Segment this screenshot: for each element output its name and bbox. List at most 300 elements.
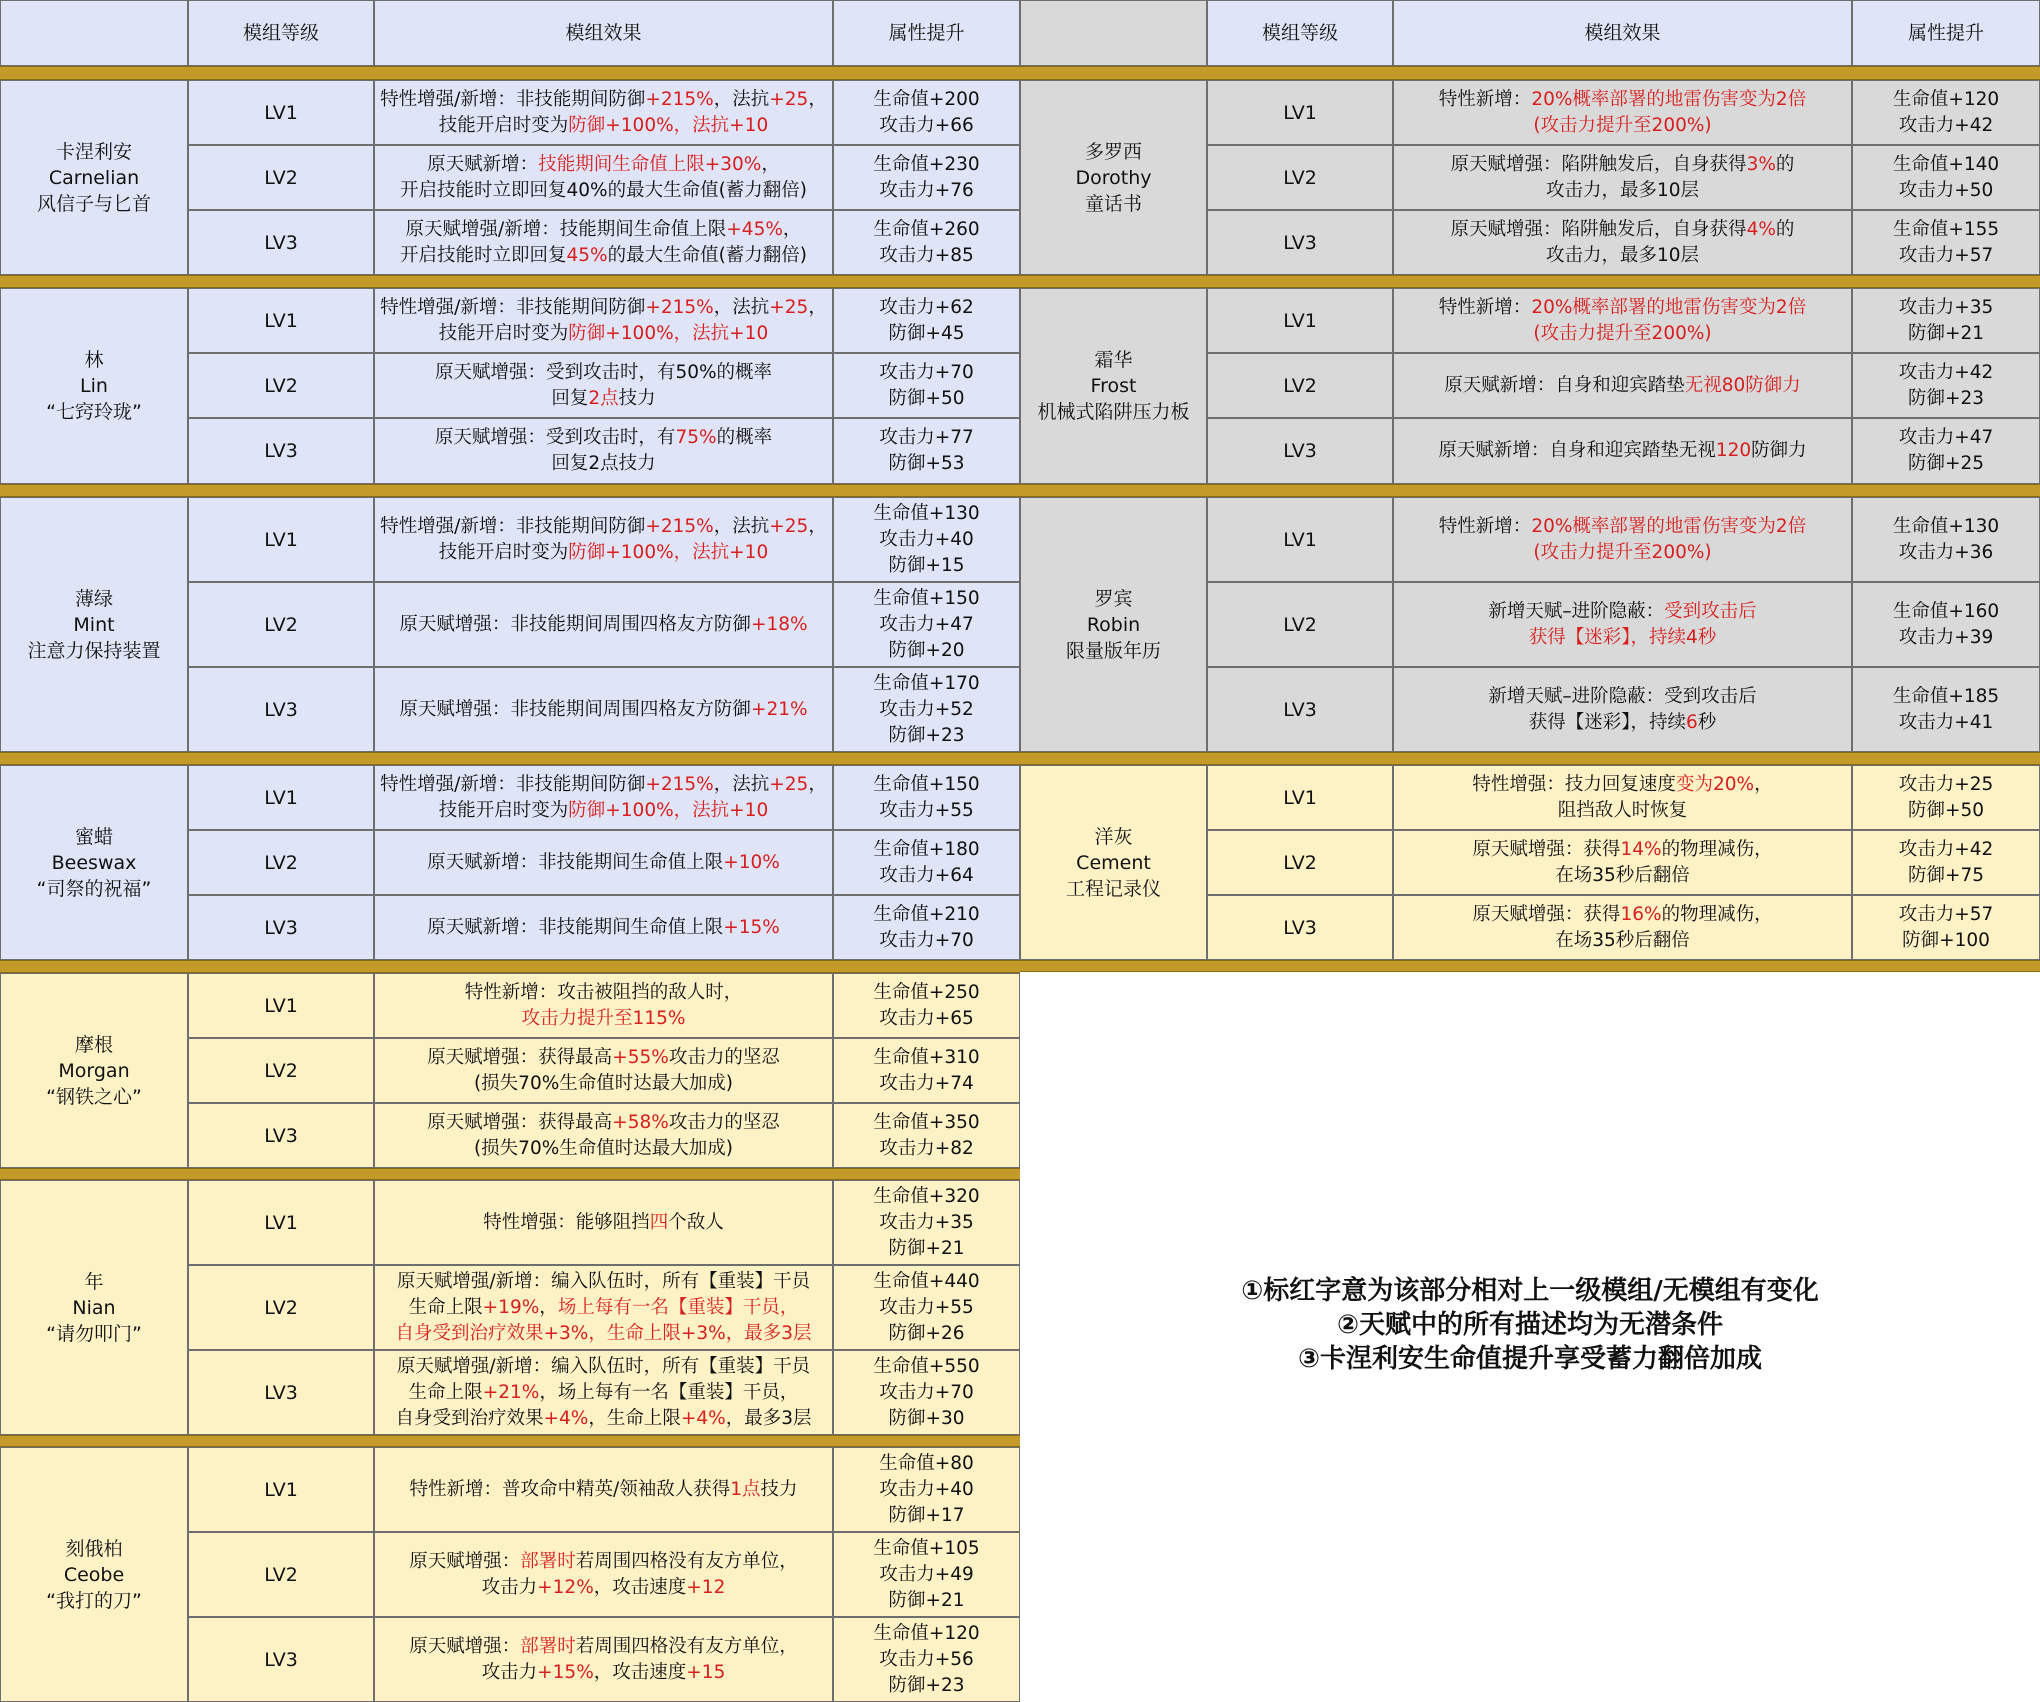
stat-boost-cell bbox=[833, 1180, 1020, 1265]
stat-line bbox=[1893, 599, 1999, 625]
highlighted-text: +12 bbox=[686, 1576, 726, 1598]
module-effect-cell bbox=[374, 210, 833, 275]
effect-line bbox=[409, 1634, 798, 1660]
text-segment: ， bbox=[1754, 773, 1773, 795]
effect-line bbox=[380, 772, 827, 798]
stat-line bbox=[1893, 152, 1999, 178]
text-segment: 防御+20 bbox=[888, 639, 965, 661]
effect-line bbox=[474, 1136, 733, 1162]
operator-name-en: Carnelian bbox=[48, 166, 140, 189]
stat-line bbox=[873, 152, 979, 178]
stat-boost-cell bbox=[833, 895, 1020, 960]
highlighted-text: 2点 bbox=[588, 387, 619, 409]
effect-line bbox=[482, 1575, 726, 1601]
operator-name-cell bbox=[0, 497, 188, 752]
text-segment: ， bbox=[761, 153, 780, 175]
text-segment: 攻击力+64 bbox=[879, 864, 974, 886]
text-segment: 原天赋增强： bbox=[409, 1550, 521, 1572]
stat-line bbox=[873, 586, 979, 612]
text-segment: 开启技能时立即回复 bbox=[399, 244, 567, 266]
text-segment: 攻击力+76 bbox=[879, 179, 974, 201]
text-segment: 自身受到治疗效果 bbox=[395, 1407, 544, 1429]
module-level-cell: LV2 bbox=[188, 145, 374, 210]
operator-name-cell bbox=[0, 80, 188, 275]
module-effect-cell bbox=[1393, 288, 1852, 353]
effect-line bbox=[1533, 540, 1711, 566]
text-segment: 原天赋增强/新增：技能期间生命值上限 bbox=[405, 218, 727, 240]
stat-line bbox=[879, 1380, 974, 1406]
module-level-cell: LV3 bbox=[188, 667, 374, 752]
text-segment: 攻击力，最多10层 bbox=[1545, 244, 1700, 266]
text-segment: 特性新增： bbox=[1438, 88, 1532, 110]
operator-name-cn: 摩根 bbox=[74, 1033, 113, 1056]
operator-name-cell bbox=[0, 1447, 188, 1702]
text-segment: 生命值+140 bbox=[1892, 153, 2000, 175]
operator-name-cn: 刻俄柏 bbox=[65, 1537, 123, 1560]
module-effect-cell bbox=[374, 1350, 833, 1435]
stat-boost-cell bbox=[1852, 210, 2040, 275]
operator-name-en: Mint bbox=[73, 613, 115, 636]
module-name: 工程记录仪 bbox=[1065, 877, 1161, 900]
stat-boost-cell bbox=[1852, 582, 2040, 667]
highlighted-text: +215% bbox=[645, 515, 714, 537]
text-segment: ， bbox=[808, 296, 827, 318]
effect-line bbox=[427, 850, 780, 876]
effect-line bbox=[427, 1110, 780, 1136]
highlighted-text: +215% bbox=[645, 296, 714, 318]
text-segment: 特性新增： bbox=[1438, 515, 1532, 537]
highlighted-text: 14% bbox=[1620, 838, 1662, 860]
stat-line bbox=[1902, 928, 1990, 954]
text-segment: 回复2点技力 bbox=[551, 453, 656, 474]
highlighted-text: 防御+100%，法抗+10 bbox=[568, 541, 769, 563]
module-effect-cell bbox=[1393, 210, 1852, 275]
effect-line bbox=[439, 113, 768, 139]
section-divider bbox=[0, 1168, 1020, 1180]
module-effect-cell bbox=[374, 1447, 833, 1532]
operator-name-en: Lin bbox=[80, 375, 108, 397]
module-level-cell: LV1 bbox=[188, 973, 374, 1038]
stat-line bbox=[879, 1071, 974, 1097]
module-level-cell: LV1 bbox=[188, 497, 374, 582]
operator-name-cn: 洋灰 bbox=[1094, 825, 1133, 848]
text-segment: 的物理减伤， bbox=[1661, 903, 1773, 925]
highlighted-text: +4% bbox=[680, 1407, 726, 1429]
highlighted-text: 20%概率部署的地雷伤害变为2倍 bbox=[1531, 515, 1807, 537]
text-segment: 技能开启时变为 bbox=[438, 541, 569, 563]
text-segment: 生命值+185 bbox=[1892, 685, 2000, 707]
highlighted-text: 防御+100%，法抗+10 bbox=[568, 322, 769, 344]
highlighted-text: +25 bbox=[769, 515, 809, 537]
stat-line bbox=[1899, 710, 1994, 736]
text-segment: 攻击力+35 bbox=[879, 1211, 974, 1233]
stat-line bbox=[873, 837, 979, 863]
stat-boost-cell bbox=[1852, 288, 2040, 353]
text-segment: 防御+75 bbox=[1907, 864, 1985, 886]
module-name: “请勿叩门” bbox=[46, 1322, 142, 1345]
text-segment: 生命值+210 bbox=[873, 903, 980, 925]
stat-line bbox=[879, 360, 974, 386]
stat-boost-cell bbox=[833, 1265, 1020, 1350]
right-header-level: 模组等级 bbox=[1207, 0, 1393, 66]
text-segment: 原天赋增强：获得 bbox=[1472, 838, 1621, 860]
text-segment: 生命值+155 bbox=[1892, 218, 2000, 240]
module-effect-cell bbox=[1393, 353, 1852, 418]
highlighted-text: 3% bbox=[1746, 153, 1776, 175]
text-segment: 在场35秒后翻倍 bbox=[1555, 929, 1690, 951]
effect-line bbox=[1546, 178, 1699, 204]
effect-line bbox=[1472, 902, 1772, 928]
left-header-blank bbox=[0, 0, 188, 66]
legend-note: ②天赋中的所有描述均为无潜条件 bbox=[1336, 1310, 1723, 1340]
stat-boost-cell bbox=[833, 145, 1020, 210]
effect-line bbox=[1546, 243, 1699, 269]
module-level-cell: LV1 bbox=[1207, 497, 1393, 582]
highlighted-text: 16% bbox=[1620, 903, 1662, 925]
highlighted-text: +19% bbox=[482, 1296, 540, 1318]
text-segment: 原天赋增强：非技能期间周围四格友方防御 bbox=[399, 613, 751, 635]
operator-name-cell bbox=[0, 765, 188, 960]
stat-line bbox=[879, 243, 974, 269]
stat-line bbox=[873, 217, 979, 243]
effect-line bbox=[435, 360, 772, 386]
stat-line bbox=[879, 1477, 974, 1503]
effect-line bbox=[1439, 514, 1806, 540]
stat-boost-cell bbox=[833, 1532, 1020, 1617]
highlighted-text: +15% bbox=[723, 916, 780, 938]
legend-note: ③卡涅利安生命值提升享受蓄力翻倍加成 bbox=[1297, 1344, 1762, 1374]
highlighted-text: 45% bbox=[566, 244, 608, 266]
text-segment: 攻击力+77 bbox=[879, 427, 974, 448]
text-segment: 原天赋增强/新增：编入队伍时，所有【重装】干员 bbox=[396, 1270, 811, 1292]
effect-line bbox=[1451, 217, 1795, 243]
text-segment: 特性增强：能够阻挡 bbox=[483, 1211, 650, 1233]
operator-name-cell bbox=[0, 1180, 188, 1435]
text-segment: ， bbox=[808, 515, 827, 537]
text-segment: 攻击力的坚忍 bbox=[668, 1111, 780, 1133]
module-level-cell: LV2 bbox=[188, 1265, 374, 1350]
text-segment: 原天赋增强：获得 bbox=[1472, 903, 1621, 925]
text-segment: 攻击力+70 bbox=[879, 1381, 974, 1403]
stat-line bbox=[873, 1621, 979, 1647]
stat-line bbox=[888, 1321, 964, 1347]
module-effect-cell bbox=[374, 145, 833, 210]
highlighted-text: 受到攻击后 bbox=[1664, 600, 1757, 622]
right-header-effect: 模组效果 bbox=[1393, 0, 1852, 66]
text-segment: 攻击力+55 bbox=[879, 799, 974, 821]
text-segment: ，生命上限 bbox=[588, 1407, 681, 1429]
text-segment: 攻击力+85 bbox=[879, 244, 974, 266]
text-segment: 防御力 bbox=[1751, 440, 1807, 461]
stat-boost-cell bbox=[833, 497, 1020, 582]
text-segment: 生命上限 bbox=[408, 1296, 483, 1318]
text-segment: 生命值+180 bbox=[873, 838, 980, 860]
module-effect-cell bbox=[374, 80, 833, 145]
effect-line bbox=[409, 1549, 798, 1575]
text-segment: ， bbox=[808, 773, 827, 795]
stat-boost-cell bbox=[833, 1350, 1020, 1435]
effect-line bbox=[400, 243, 807, 269]
text-segment: 生命值+130 bbox=[873, 502, 980, 524]
module-level-cell: LV3 bbox=[188, 1617, 374, 1702]
section-divider bbox=[1020, 275, 2040, 288]
stat-line bbox=[879, 1451, 974, 1477]
module-level-cell: LV2 bbox=[188, 1532, 374, 1617]
module-level-cell: LV3 bbox=[1207, 210, 1393, 275]
effect-line bbox=[1439, 87, 1806, 113]
operator-name-cn: 霜华 bbox=[1094, 349, 1133, 371]
module-name: 童话书 bbox=[1084, 192, 1142, 215]
text-segment: 的概率 bbox=[716, 427, 773, 448]
stat-boost-cell bbox=[1852, 497, 2040, 582]
text-segment: 防御+100 bbox=[1902, 929, 1990, 951]
text-segment: 攻击力+55 bbox=[879, 1296, 974, 1318]
text-segment: 攻击力+41 bbox=[1898, 711, 1994, 733]
right-header-stats: 属性提升 bbox=[1852, 0, 2040, 66]
stat-boost-cell bbox=[833, 765, 1020, 830]
module-level-cell: LV1 bbox=[1207, 765, 1393, 830]
effect-line bbox=[1533, 321, 1711, 347]
effect-line bbox=[396, 1321, 812, 1347]
operator-name-cn: 薄绿 bbox=[74, 587, 113, 610]
text-segment: 的物理减伤， bbox=[1661, 838, 1773, 860]
stat-boost-cell bbox=[1852, 80, 2040, 145]
stat-line bbox=[1899, 178, 1994, 204]
stat-line bbox=[873, 902, 979, 928]
text-segment: 技力 bbox=[618, 387, 656, 409]
module-effect-cell bbox=[1393, 418, 1852, 484]
highlighted-text: 攻击力提升至115% bbox=[521, 1007, 686, 1029]
text-segment: 攻击力+39 bbox=[1898, 626, 1994, 648]
text-segment: 特性增强/新增：非技能期间防御 bbox=[380, 515, 646, 537]
stat-line bbox=[879, 798, 974, 824]
module-level-cell: LV1 bbox=[1207, 288, 1393, 353]
text-segment: 攻击力+70 bbox=[879, 361, 974, 383]
stat-boost-cell bbox=[833, 288, 1020, 353]
highlighted-text: 防御+100%，法抗+10 bbox=[568, 114, 769, 136]
left-header-stats: 属性提升 bbox=[833, 0, 1020, 66]
text-segment: ，法抗 bbox=[713, 515, 770, 537]
highlighted-text: +25 bbox=[769, 296, 809, 318]
highlighted-text: 自身受到治疗效果+3%，生命上限+3%，最多3层 bbox=[395, 1322, 812, 1344]
text-segment: 攻击力+66 bbox=[879, 114, 974, 136]
section-divider bbox=[0, 752, 1020, 765]
highlighted-text: 6 bbox=[1685, 711, 1698, 733]
text-segment: 若周围四格没有友方单位， bbox=[575, 1550, 798, 1572]
stat-line bbox=[1908, 863, 1984, 889]
stat-line bbox=[873, 671, 979, 697]
module-effect-cell bbox=[374, 497, 833, 582]
left-header-level: 模组等级 bbox=[188, 0, 374, 66]
stat-line bbox=[1908, 798, 1984, 824]
text-segment: 防御+45 bbox=[888, 322, 965, 344]
text-segment: 生命值+130 bbox=[1892, 515, 2000, 537]
module-effect-cell bbox=[1393, 765, 1852, 830]
module-level-cell: LV3 bbox=[188, 418, 374, 484]
module-effect-cell bbox=[1393, 497, 1852, 582]
operator-name-cn: 多罗西 bbox=[1084, 140, 1142, 163]
text-segment: 生命值+150 bbox=[873, 587, 980, 609]
stat-line bbox=[1899, 837, 1994, 863]
module-level-cell: LV2 bbox=[1207, 353, 1393, 418]
text-segment: 防御+23 bbox=[1907, 387, 1985, 409]
effect-line bbox=[551, 451, 655, 477]
stat-line bbox=[873, 1536, 979, 1562]
text-segment: 原天赋增强：陷阱触发后，自身获得 bbox=[1450, 218, 1747, 240]
effect-line bbox=[406, 217, 802, 243]
effect-line bbox=[380, 295, 827, 321]
effect-line bbox=[409, 1477, 797, 1503]
module-effect-cell bbox=[1393, 582, 1852, 667]
module-effect-cell bbox=[374, 288, 833, 353]
module-name: 注意力保持装置 bbox=[27, 639, 161, 662]
stat-boost-cell bbox=[833, 1617, 1020, 1702]
operator-name-en: Cement bbox=[1076, 851, 1151, 874]
text-segment: 生命值+260 bbox=[873, 218, 980, 240]
stat-line bbox=[879, 1647, 974, 1673]
legend-notes bbox=[1020, 1230, 2040, 1420]
text-segment: 攻击力，最多10层 bbox=[1545, 179, 1700, 201]
text-segment: 生命值+200 bbox=[873, 88, 980, 110]
stat-line bbox=[879, 1562, 974, 1588]
text-segment: 阻挡敌人时恢复 bbox=[1557, 799, 1688, 821]
text-segment: ，法抗 bbox=[713, 773, 770, 795]
stat-line bbox=[888, 1588, 964, 1614]
stat-line bbox=[888, 386, 964, 412]
text-segment: ，最多3层 bbox=[725, 1407, 812, 1429]
stat-line bbox=[879, 1210, 974, 1236]
operator-name-en: Robin bbox=[1086, 613, 1141, 636]
highlighted-text: 部署时 bbox=[520, 1635, 576, 1657]
module-effect-cell bbox=[374, 1103, 833, 1168]
text-segment: 原天赋新增：自身和迎宾踏垫 bbox=[1444, 374, 1685, 396]
highlighted-text: 防御+100%，法抗+10 bbox=[568, 799, 769, 821]
highlighted-text: 20%概率部署的地雷伤害变为2倍 bbox=[1531, 88, 1807, 110]
stat-boost-cell bbox=[833, 667, 1020, 752]
text-segment: 特性增强：技力回复速度 bbox=[1472, 773, 1676, 795]
highlighted-text: +25 bbox=[769, 88, 809, 110]
text-segment: 技力 bbox=[760, 1478, 798, 1500]
stat-line bbox=[1899, 360, 1994, 386]
section-divider bbox=[0, 484, 1020, 497]
highlighted-text: +55% bbox=[612, 1046, 669, 1068]
section-divider bbox=[0, 275, 1020, 288]
text-segment: ，法抗 bbox=[713, 296, 770, 318]
stat-boost-cell bbox=[833, 353, 1020, 418]
highlighted-text: +12% bbox=[537, 1576, 594, 1598]
text-segment: 防御+30 bbox=[888, 1407, 965, 1429]
stat-line bbox=[873, 1045, 979, 1071]
stat-line bbox=[879, 928, 974, 954]
stat-boost-cell bbox=[833, 418, 1020, 484]
text-segment: 原天赋增强：受到攻击时，有 bbox=[434, 427, 676, 448]
text-segment: 攻击力+49 bbox=[879, 1563, 974, 1585]
effect-line bbox=[483, 1210, 724, 1236]
text-segment: 技能开启时变为 bbox=[438, 114, 569, 136]
effect-line bbox=[427, 915, 780, 941]
operator-name-en: Dorothy bbox=[1075, 166, 1152, 189]
text-segment: (损失70%生命值时达最大加成) bbox=[473, 1072, 734, 1094]
stat-line bbox=[888, 451, 964, 477]
operator-name-cn: 林 bbox=[84, 349, 104, 371]
stat-line bbox=[888, 1503, 964, 1529]
effect-line bbox=[465, 980, 743, 1006]
section-divider bbox=[0, 66, 1020, 80]
operator-name-en: Beeswax bbox=[51, 851, 137, 874]
operator-name-cn: 罗宾 bbox=[1094, 587, 1133, 610]
highlighted-text: 20%概率部署的地雷伤害变为2倍 bbox=[1531, 296, 1807, 318]
stat-line bbox=[873, 772, 979, 798]
text-segment: 生命值+120 bbox=[1892, 88, 2000, 110]
highlighted-text: +15 bbox=[686, 1661, 726, 1683]
module-level-cell: LV1 bbox=[188, 288, 374, 353]
module-effect-cell bbox=[374, 1038, 833, 1103]
text-segment: 原天赋增强：获得最高 bbox=[427, 1046, 613, 1068]
text-segment: 攻击力+82 bbox=[879, 1137, 974, 1159]
text-segment: 防御+23 bbox=[888, 724, 965, 746]
highlighted-text: 1点 bbox=[730, 1478, 761, 1500]
highlighted-text: 场上每有一名【重装】干员， bbox=[557, 1296, 799, 1318]
text-segment: 原天赋增强：陷阱触发后，自身获得 bbox=[1450, 153, 1747, 175]
text-segment: 原天赋新增：非技能期间生命值上限 bbox=[427, 851, 724, 873]
stat-line bbox=[879, 295, 974, 321]
stat-line bbox=[873, 1110, 979, 1136]
text-segment: ，攻击速度 bbox=[593, 1576, 687, 1598]
effect-line bbox=[482, 1660, 726, 1686]
text-segment: 原天赋增强/新增：编入队伍时，所有【重装】干员 bbox=[396, 1355, 811, 1377]
text-segment: 攻击力+40 bbox=[879, 1478, 974, 1500]
operator-name-en: Frost bbox=[1090, 375, 1137, 397]
highlighted-text: 变为20% bbox=[1675, 773, 1755, 795]
effect-line bbox=[1529, 625, 1717, 651]
text-segment: 防御+50 bbox=[1907, 799, 1985, 821]
text-segment: 攻击力+56 bbox=[879, 1648, 974, 1670]
highlighted-text: +21% bbox=[482, 1381, 540, 1403]
module-effect-cell bbox=[374, 1532, 833, 1617]
text-segment: 新增天赋–进阶隐蔽： bbox=[1488, 600, 1665, 622]
text-segment: 防御+17 bbox=[888, 1504, 965, 1526]
text-segment: 回复 bbox=[551, 387, 589, 409]
stat-boost-cell bbox=[833, 210, 1020, 275]
stat-line bbox=[1893, 684, 1999, 710]
effect-line bbox=[439, 321, 768, 347]
stat-line bbox=[1899, 113, 1994, 139]
highlighted-text: +215% bbox=[645, 88, 714, 110]
stat-boost-cell bbox=[1852, 895, 2040, 960]
operator-name-cell bbox=[1020, 497, 1207, 752]
operator-name-cn: 卡涅利安 bbox=[55, 140, 132, 163]
stat-line bbox=[888, 1406, 964, 1432]
text-segment: 特性增强/新增：非技能期间防御 bbox=[380, 88, 646, 110]
module-effect-cell bbox=[1393, 667, 1852, 752]
module-effect-cell bbox=[374, 667, 833, 752]
text-segment: ，攻击速度 bbox=[593, 1661, 687, 1683]
effect-line bbox=[1439, 295, 1806, 321]
stat-boost-cell bbox=[833, 973, 1020, 1038]
stat-boost-cell bbox=[833, 1447, 1020, 1532]
left-header-effect: 模组效果 bbox=[374, 0, 833, 66]
module-effect-cell bbox=[1393, 145, 1852, 210]
text-segment: 原天赋增强：获得最高 bbox=[427, 1111, 613, 1133]
stat-line bbox=[888, 638, 964, 664]
stat-line bbox=[1908, 386, 1984, 412]
text-segment: 防御+21 bbox=[888, 1589, 965, 1611]
module-name: 机械式陷阱压力板 bbox=[1037, 401, 1190, 423]
highlighted-text: +21% bbox=[750, 698, 808, 720]
text-segment: 特性增强/新增：非技能期间防御 bbox=[380, 296, 646, 318]
effect-line bbox=[1555, 863, 1690, 889]
text-segment: 攻击力+35 bbox=[1898, 296, 1994, 318]
